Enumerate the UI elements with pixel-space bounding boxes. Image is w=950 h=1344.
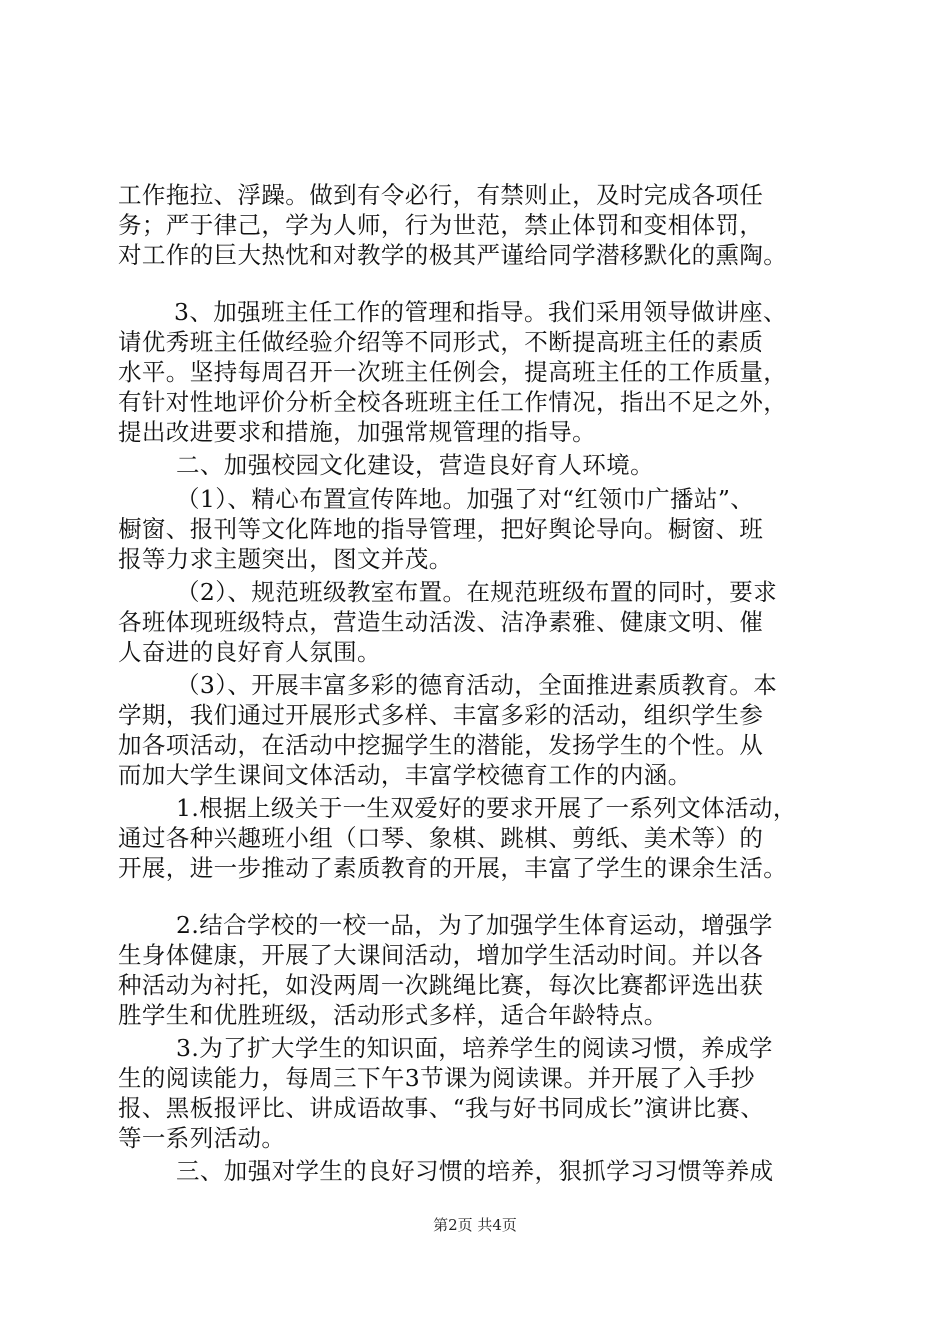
text-line: 1.根据上级关于一生双爱好的要求开展了一系列文体活动， [176,794,797,822]
text-line: 生身体健康，开展了大课间活动，增加学生活动时间。并以各 [118,941,764,969]
text-line: （2）、规范班级教室布置。在规范班级布置的同时，要求 [176,578,778,606]
text-line: 开展，进一步推动了素质教育的开展，丰富了学生的课余生活。 [118,854,788,882]
text-line: 加各项活动，在活动中挖掘学生的潜能，发扬学生的个性。从 [118,731,764,759]
section-heading: 三、加强对学生的良好习惯的培养，狠抓学习习惯等养成 [176,1157,774,1185]
page-number: 第2页 共4页 [433,1216,517,1234]
text-line: 胜学生和优胜班级，活动形式多样，适合年龄特点。 [118,1001,668,1029]
text-line: 提出改进要求和措施，加强常规管理的指导。 [118,418,596,446]
text-line: 人奋进的良好育人氛围。 [118,638,381,666]
text-line: 对工作的巨大热忱和对教学的极其严谨给同学潜移默化的熏陶。 [118,241,788,269]
text-line: 务；严于律己，学为人师，行为世范，禁止体罚和变相体罚， [118,211,764,239]
text-line: （3）、开展丰富多彩的德育活动，全面推进素质教育。本 [176,671,778,699]
text-line: 水平。坚持每周召开一次班主任例会，提高班主任的工作质量， [118,358,788,386]
text-line: 报等力求主题突出，图文并茂。 [118,545,453,573]
text-line: 各班体现班级特点，营造生动活泼、洁净素雅、健康文明、催 [118,608,764,636]
text-line: 3.为了扩大学生的知识面，培养学生的阅读习惯，养成学 [176,1034,773,1062]
text-line: 3、加强班主任工作的管理和指导。我们采用领导做讲座、 [174,298,787,326]
text-line: 而加大学生课间文体活动，丰富学校德育工作的内涵。 [118,761,692,789]
text-line: 2.结合学校的一校一品，为了加强学生体育运动，增强学 [176,911,773,939]
text-line: 种活动为衬托，如没两周一次跳绳比赛，每次比赛都评选出获 [118,971,764,999]
text-line: 生的阅读能力，每周三下午3节课为阅读课。并开展了入手抄 [118,1064,755,1092]
text-line: 等一系列活动。 [118,1124,286,1152]
text-line: 橱窗、报刊等文化阵地的指导管理，把好舆论导向。橱窗、班 [118,515,764,543]
text-line: （1）、精心布置宣传阵地。加强了对“红领巾广播站”、 [176,485,755,513]
text-line: 报、黑板报评比、讲成语故事、“我与好书同成长”演讲比赛、 [118,1094,765,1122]
section-heading: 二、加强校园文化建设，营造良好育人环境。 [176,451,654,479]
text-line: 通过各种兴趣班小组（口琴、象棋、跳棋、剪纸、美术等）的 [118,824,764,852]
text-line: 工作拖拉、浮躁。做到有令必行，有禁则止，及时完成各项任 [118,181,764,209]
text-line: 学期，我们通过开展形式多样、丰富多彩的活动，组织学生参 [118,701,764,729]
text-line: 请优秀班主任做经验介绍等不同形式，不断提高班主任的素质 [118,328,764,356]
text-line: 有针对性地评价分析全校各班班主任工作情况，指出不足之外， [118,388,788,416]
